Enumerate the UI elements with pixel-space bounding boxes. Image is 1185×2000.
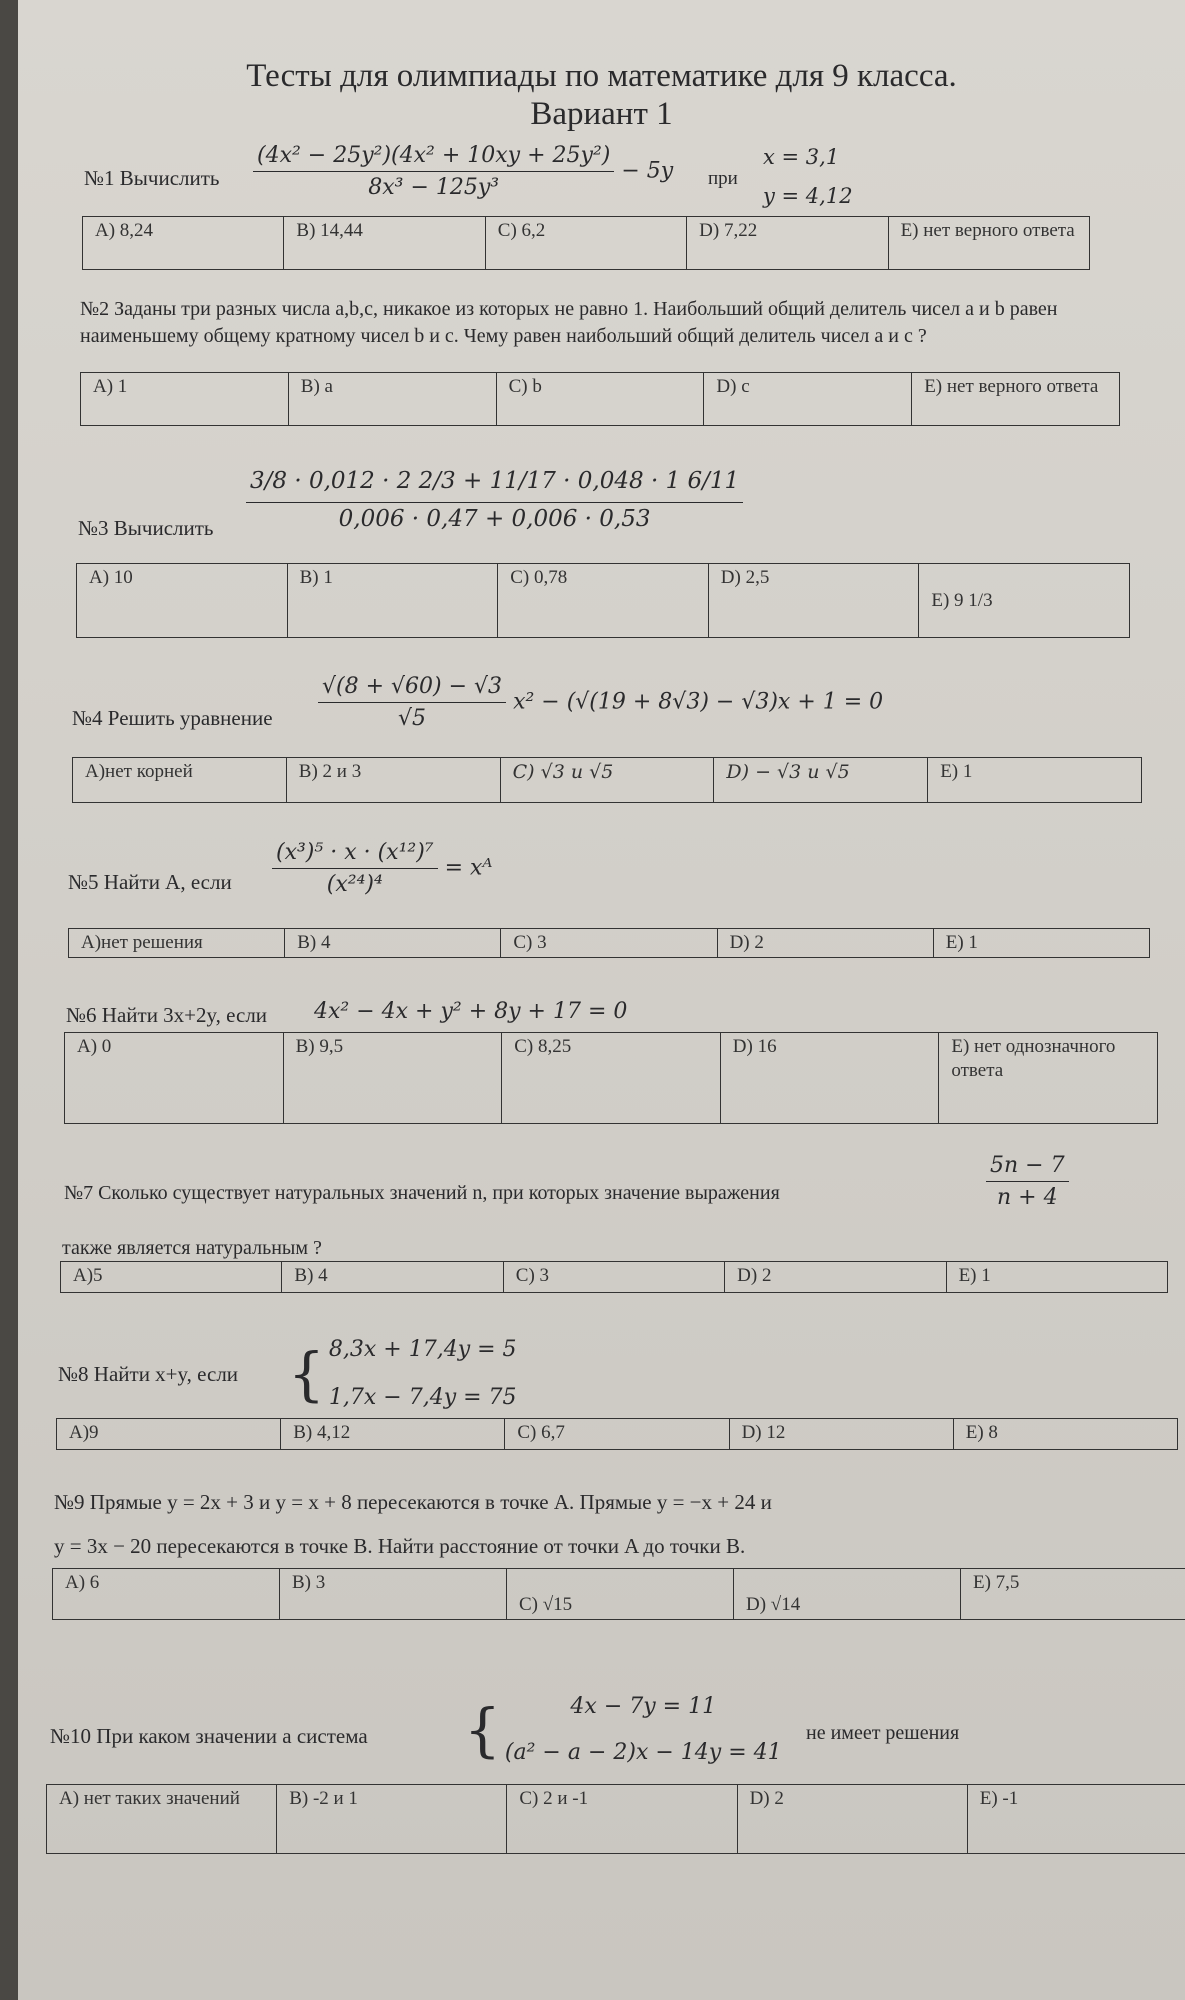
q9-answers [52,1568,1185,1620]
q2-text: №2 Заданы три разных числа a,b,c, никакое из которых не равно 1. Наибольший общий делитель чисел a и b равен наименьшему общему кратному чисел b и c. Чему равен наибольший общий делитель чисел a и c ? [80,298,1058,347]
q5-expression [272,840,492,897]
q9-answer-e: E) 7,5 [961,1569,1185,1620]
q9-answer-a: A) 6 [53,1569,280,1620]
q8-equation-2: 1,7x − 7,4y = 75 [328,1385,517,1410]
q4-rest: x² − (√(19 + 8√3) − √3)x + 1 = 0 [513,689,884,715]
q7-answers [60,1261,1168,1293]
q6-answer-e: E) нет однозначного ответа [939,1033,1158,1124]
q1-answer-a: A) 8,24 [83,217,284,270]
q10-answer-b: B) -2 и 1 [277,1785,507,1854]
q10-answer-d: D) 2 [737,1785,967,1854]
q10-equation-1: 4x − 7y = 11 [570,1694,717,1719]
q1-answers [82,216,1090,270]
q2-answer-b: B) a [288,373,496,426]
q4-coef-numerator: √(8 + √60) − √3 [318,674,506,703]
q7-answer-b: B) 4 [282,1262,503,1293]
q5-numerator: (x³)⁵ · x · (x¹²)⁷ [272,840,438,869]
q5-answers [68,928,1150,958]
q8-answer-e: E) 8 [953,1419,1177,1450]
variant-heading: Вариант 1 [530,96,673,132]
q8-answer-d: D) 12 [729,1419,953,1450]
q5-answer-a: A)нет решения [69,929,285,958]
q1-answer-c: C) 6,2 [485,217,686,270]
q6-answer-d: D) 16 [720,1033,939,1124]
q3-answer-b: B) 1 [287,564,498,638]
q6-answer-a: A) 0 [65,1033,284,1124]
q8-answers [56,1418,1178,1450]
q7-answer-e: E) 1 [946,1262,1167,1293]
q9-answer-d: D) √14 [734,1569,961,1620]
q1-expression [253,143,673,200]
q4-expression [318,674,883,731]
q10-answer-c: C) 2 и -1 [507,1785,737,1854]
q4-answer-b: B) 2 и 3 [286,758,500,803]
q3-answer-d: D) 2,5 [708,564,919,638]
q10-answers [46,1784,1185,1854]
q4-label: №4 Решить уравнение [72,706,273,730]
q9-line-1: №9 Прямые y = 2x + 3 и y = x + 8 пересекаются в точке A. Прямые y = −x + 24 и [54,1490,772,1514]
q7-expression [986,1153,1069,1210]
q1-answer-b: B) 14,44 [284,217,485,270]
q1-fraction [253,143,614,200]
q3-answer-a: A) 10 [77,564,288,638]
q8-brace: { [288,1340,325,1408]
q1-pri: при [708,168,738,189]
q4-answer-d: D) − √3 и √5 [714,758,928,803]
q7-numerator: 5n − 7 [986,1153,1069,1182]
q5-answer-e: E) 1 [933,929,1149,958]
q9-answer-c: C) √15 [507,1569,734,1620]
q5-label: №5 Найти A, если [68,870,232,894]
q3-label: №3 Вычислить [78,516,214,540]
page-title: Тесты для олимпиады по математике для 9 класса. [246,58,957,94]
q8-answer-c: C) 6,7 [505,1419,729,1450]
q4-answer-c: C) √3 и √5 [500,758,714,803]
q2-answer-c: C) b [496,373,704,426]
q3-answer-c: C) 0,78 [498,564,709,638]
q1-answer-d: D) 7,22 [687,217,888,270]
q10-tail: не имеет решения [806,1722,960,1744]
q4-coef-denominator: √5 [398,706,427,731]
q1-y-condition: y = 4,12 [763,184,853,208]
q1-numerator: (4x² − 25y²)(4x² + 10xy + 25y²) [253,143,614,172]
q1-tail: − 5y [621,158,674,184]
q8-answer-b: B) 4,12 [281,1419,505,1450]
q7-fraction [986,1153,1069,1210]
q7-answer-d: D) 2 [725,1262,946,1293]
q4-coefficient [318,674,506,731]
q8-equation-1: 8,3x + 17,4y = 5 [328,1337,517,1362]
test-sheet [18,0,1185,2000]
q2-answer-a: A) 1 [81,373,289,426]
q8-answer-a: A)9 [57,1419,281,1450]
q3-fraction [246,468,743,532]
q10-answer-e: E) -1 [967,1785,1185,1854]
q7-answer-c: C) 3 [503,1262,724,1293]
q3-answer-e: E) 9 1/3 [919,564,1130,638]
q3-numerator: 3/8 · 0,012 · 2 2/3 + 11/17 · 0,048 · 1 6/11 [246,468,743,503]
q5-answer-d: D) 2 [717,929,933,958]
q9-answer-b: B) 3 [280,1569,507,1620]
q6-equation: 4x² − 4x + y² + 8y + 17 = 0 [314,999,628,1024]
q6-answer-c: C) 8,25 [502,1033,721,1124]
q10-brace: { [464,1696,501,1764]
q1-x-condition: x = 3,1 [763,145,840,169]
q5-answer-c: C) 3 [501,929,717,958]
q10-answer-a: A) нет таких значений [47,1785,277,1854]
q7-denominator: n + 4 [997,1185,1058,1210]
q6-answers [64,1032,1158,1124]
q3-denominator: 0,006 · 0,47 + 0,006 · 0,53 [338,506,651,532]
q4-answers [72,757,1142,803]
q3-answers [76,563,1130,638]
q7-text: №7 Сколько существует натуральных значений n, при которых значение выражения [64,1182,780,1204]
q1-label: №1 Вычислить [84,166,220,190]
q5-denominator: (x²⁴)⁴ [326,872,383,897]
q8-label: №8 Найти x+y, если [58,1362,239,1386]
q6-answer-b: B) 9,5 [283,1033,502,1124]
q5-answer-b: B) 4 [285,929,501,958]
q8-system [288,1326,517,1422]
q9-line-2: y = 3x − 20 пересекаются в точке B. Найти расстояние от точки A до точки B. [54,1534,746,1558]
q10-system [464,1684,782,1776]
q10-equation-2: (a² − a − 2)x − 14y = 41 [504,1740,782,1765]
q1-answer-e: E) нет верного ответа [888,217,1089,270]
q2-answers [80,372,1120,426]
q7-text-continued: также является натуральным ? [62,1237,322,1259]
q6-label: №6 Найти 3x+2y, если [66,1003,268,1027]
q5-fraction [272,840,438,897]
q4-answer-a: A)нет корней [73,758,287,803]
q4-answer-e: E) 1 [928,758,1142,803]
q2-answer-e: E) нет верного ответа [912,373,1120,426]
q3-expression [246,468,743,532]
q10-label: №10 При каком значении a система [50,1724,368,1748]
q2-answer-d: D) c [704,373,912,426]
q7-answer-a: A)5 [61,1262,282,1293]
q5-rhs: = xᴬ [444,855,493,881]
q1-denominator: 8x³ − 125y³ [368,175,500,200]
